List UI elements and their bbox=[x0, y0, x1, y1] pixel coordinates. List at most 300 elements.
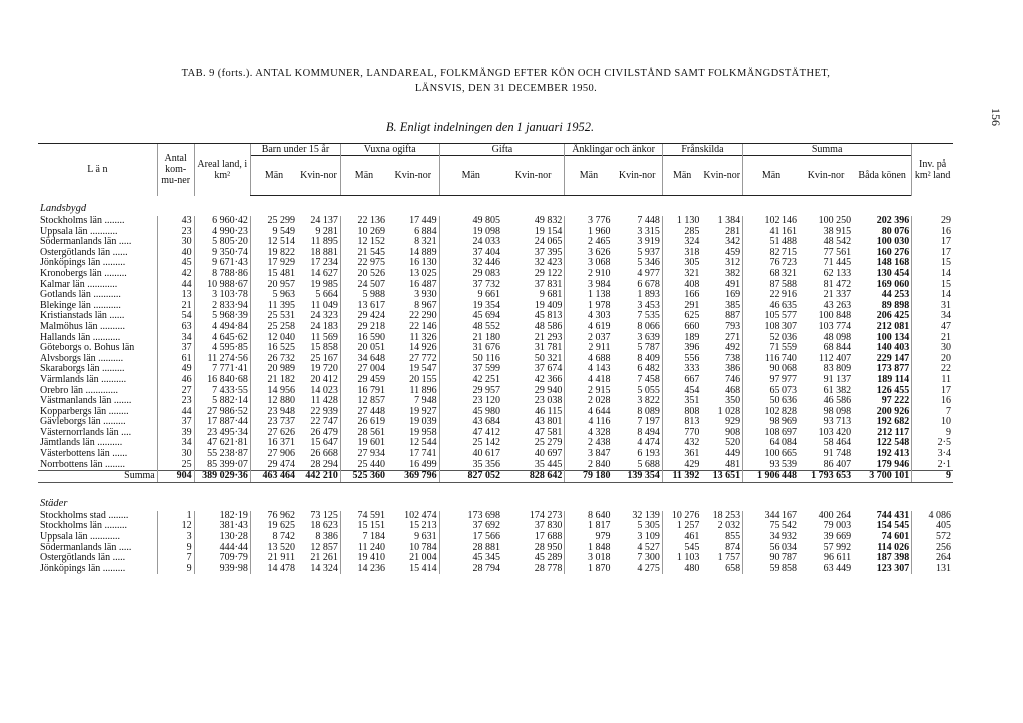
value-cell: 15 bbox=[912, 258, 953, 269]
col-franskilda: Frånskilda bbox=[662, 144, 742, 156]
value-cell: 324 bbox=[662, 237, 701, 248]
section-spacer bbox=[38, 482, 953, 491]
value-cell: 3 109 bbox=[637, 532, 660, 543]
value-cell: 8 409 bbox=[637, 353, 660, 364]
value-cell: 2 037 bbox=[565, 333, 613, 344]
value-cell: 449 bbox=[725, 449, 741, 460]
value-cell: 26 619 bbox=[340, 417, 387, 428]
value-cell: 5 805·20 bbox=[194, 237, 250, 248]
value-cell: 13 bbox=[157, 290, 194, 301]
col-gifta-kvinnor: Kvin-nor bbox=[502, 156, 565, 196]
table-row bbox=[38, 449, 953, 460]
value-cell: 20 051 bbox=[340, 343, 387, 354]
value-cell: 37 732 bbox=[439, 280, 502, 291]
table-row bbox=[38, 438, 953, 449]
value-cell: 10 bbox=[912, 417, 953, 428]
value-cell: 21 911 bbox=[250, 553, 297, 564]
value-cell: 461 bbox=[662, 532, 701, 543]
lan-name-cell: Kalmar län ............ bbox=[40, 279, 118, 290]
value-cell: 26 479 bbox=[310, 427, 338, 438]
value-cell: 4 688 bbox=[565, 354, 613, 365]
value-cell: 2 840 bbox=[565, 460, 613, 471]
value-cell: 3 018 bbox=[565, 553, 613, 564]
value-cell: 28 778 bbox=[534, 563, 563, 574]
value-cell: 93 539 bbox=[743, 460, 799, 471]
value-cell: 229 147 bbox=[876, 353, 910, 364]
value-cell: 4 143 bbox=[565, 364, 613, 375]
value-cell: 19 098 bbox=[439, 227, 502, 238]
value-cell: 44 bbox=[157, 407, 194, 418]
value-cell: 83 809 bbox=[823, 364, 852, 375]
value-cell: 4 645·62 bbox=[194, 333, 250, 344]
table-row bbox=[38, 511, 953, 522]
value-cell: 46 635 bbox=[743, 301, 799, 312]
value-cell: 49 805 bbox=[439, 216, 502, 227]
value-cell: 29 083 bbox=[439, 269, 502, 280]
value-cell: 21 337 bbox=[823, 290, 852, 301]
value-cell: 4 494·84 bbox=[194, 322, 250, 333]
value-cell: 59 858 bbox=[743, 564, 799, 575]
value-cell: 16 bbox=[912, 227, 953, 238]
table-row bbox=[38, 532, 953, 543]
value-cell: 202 396 bbox=[876, 216, 910, 226]
value-cell: 16 371 bbox=[250, 438, 297, 449]
value-cell: 58 464 bbox=[823, 438, 852, 449]
col-barn-kvinnor: Kvin-nor bbox=[297, 156, 340, 196]
value-cell: 28 881 bbox=[439, 543, 502, 554]
value-cell: 75 542 bbox=[743, 521, 799, 532]
value-cell: 34 bbox=[157, 438, 194, 449]
value-cell: 2 833·94 bbox=[194, 301, 250, 312]
value-cell: 321 bbox=[662, 269, 701, 280]
value-cell: 2 028 bbox=[565, 396, 613, 407]
lan-name-cell: Stockholms län ........ bbox=[40, 216, 125, 226]
value-cell: 42 251 bbox=[439, 375, 502, 386]
value-cell: 29 218 bbox=[340, 322, 387, 333]
value-cell: 206 425 bbox=[876, 311, 910, 322]
value-cell: 189 114 bbox=[877, 374, 910, 385]
value-cell: 29 957 bbox=[439, 386, 502, 397]
table-row bbox=[38, 237, 953, 248]
value-cell: 1 817 bbox=[565, 521, 613, 532]
value-cell: 34 bbox=[157, 333, 194, 344]
value-cell: 148 168 bbox=[876, 258, 910, 269]
lan-name-cell: Blekinge län ........... bbox=[40, 300, 121, 311]
value-cell: 4 644 bbox=[565, 407, 613, 418]
value-cell: 16 590 bbox=[340, 333, 387, 344]
value-cell: 37 bbox=[157, 417, 194, 428]
value-cell: 18 253 bbox=[712, 510, 741, 521]
value-cell: 855 bbox=[725, 532, 741, 543]
col-inv: Inv. på km² land bbox=[912, 144, 953, 196]
table-row bbox=[38, 333, 953, 344]
value-cell: 545 bbox=[662, 543, 701, 554]
value-cell: 38 915 bbox=[823, 226, 852, 237]
value-cell: 979 bbox=[565, 532, 613, 543]
value-cell: 11 895 bbox=[310, 237, 338, 248]
value-cell: 27 004 bbox=[340, 364, 387, 375]
lan-name-cell: Västmanlands län ....... bbox=[40, 396, 132, 407]
value-cell: 47 412 bbox=[439, 428, 502, 439]
value-cell: 34 bbox=[912, 311, 953, 322]
table-title-line-2: LÄNSVIS, DEN 31 DECEMBER 1950. bbox=[414, 83, 598, 94]
value-cell: 35 356 bbox=[439, 460, 502, 471]
value-cell: 45 bbox=[157, 258, 194, 269]
lan-name-cell: Kopparbergs län ........ bbox=[40, 406, 129, 417]
value-cell: 73 125 bbox=[310, 510, 338, 521]
value-cell: 86 407 bbox=[823, 459, 852, 470]
value-cell: 44 bbox=[157, 280, 194, 291]
value-cell: 51 488 bbox=[743, 237, 799, 248]
value-cell: 17 449 bbox=[409, 216, 437, 226]
value-cell: 80 076 bbox=[881, 226, 910, 237]
value-cell: 1 978 bbox=[565, 301, 613, 312]
value-cell: 10 988·67 bbox=[194, 280, 250, 291]
lan-name-cell: Värmlands län .......... bbox=[40, 374, 127, 385]
table-row bbox=[38, 553, 953, 564]
value-cell: 7 bbox=[912, 407, 953, 418]
value-cell: 79 180 bbox=[565, 471, 613, 483]
col-franskilda-man: Män bbox=[662, 156, 701, 196]
value-cell: 3 919 bbox=[637, 237, 660, 248]
value-cell: 32 139 bbox=[632, 510, 660, 521]
value-cell: 26 668 bbox=[310, 449, 338, 460]
value-cell: 20 526 bbox=[340, 269, 387, 280]
value-cell: 90 787 bbox=[743, 553, 799, 564]
value-cell: 19 039 bbox=[409, 417, 437, 428]
value-cell: 3 bbox=[157, 532, 194, 543]
value-cell: 8 321 bbox=[414, 237, 437, 248]
value-cell: 904 bbox=[157, 471, 194, 483]
value-cell: 45 694 bbox=[439, 311, 502, 322]
value-cell: 7 948 bbox=[414, 396, 437, 407]
col-vuxna-kvinnor: Kvin-nor bbox=[387, 156, 439, 196]
value-cell: 154 545 bbox=[876, 521, 910, 532]
value-cell: 74 601 bbox=[881, 532, 910, 543]
value-cell: 46 bbox=[157, 375, 194, 386]
value-cell: 5 937 bbox=[637, 247, 660, 258]
value-cell: 29 459 bbox=[340, 375, 387, 386]
value-cell: 19 154 bbox=[534, 226, 563, 237]
value-cell: 9 bbox=[912, 471, 953, 483]
value-cell: 212 081 bbox=[876, 321, 910, 332]
value-cell: 17 887·44 bbox=[194, 417, 250, 428]
value-cell: 48 586 bbox=[534, 321, 563, 332]
value-cell: 21 293 bbox=[534, 332, 563, 343]
value-cell: 350 bbox=[725, 396, 741, 407]
value-cell: 3 847 bbox=[565, 449, 613, 460]
value-cell: 77 561 bbox=[823, 247, 852, 258]
value-cell: 4 527 bbox=[637, 542, 660, 553]
value-cell: 189 bbox=[662, 333, 701, 344]
value-cell: 382 bbox=[725, 268, 741, 279]
table-row bbox=[38, 311, 953, 322]
col-gifta-man: Män bbox=[439, 156, 502, 196]
value-cell: 174 273 bbox=[529, 510, 563, 521]
value-cell: 48 542 bbox=[823, 237, 852, 248]
value-cell: 1 848 bbox=[565, 543, 613, 554]
value-cell: 43 bbox=[157, 216, 194, 227]
value-cell: 112 407 bbox=[818, 353, 852, 364]
value-cell: 15 647 bbox=[310, 438, 338, 449]
value-cell: 874 bbox=[725, 542, 741, 553]
value-cell: 3 930 bbox=[414, 290, 437, 301]
value-cell: 813 bbox=[662, 417, 701, 428]
value-cell: 100 848 bbox=[818, 311, 852, 322]
value-cell: 11 240 bbox=[340, 543, 387, 554]
value-cell: 572 bbox=[912, 532, 953, 543]
value-cell: 28 294 bbox=[310, 459, 338, 470]
value-cell: 6 678 bbox=[637, 279, 660, 290]
value-cell: 9 bbox=[157, 564, 194, 575]
value-cell: 11 274·56 bbox=[194, 354, 250, 365]
value-cell: 4 328 bbox=[565, 428, 613, 439]
value-cell: 429 bbox=[662, 460, 701, 471]
value-cell: 8 066 bbox=[637, 321, 660, 332]
value-cell: 344 167 bbox=[743, 511, 799, 522]
value-cell: 29 474 bbox=[250, 460, 297, 471]
value-cell: 744 431 bbox=[876, 510, 910, 521]
value-cell: 16 791 bbox=[340, 386, 387, 397]
value-cell: 369 796 bbox=[387, 471, 439, 483]
lan-name-cell: Jönköpings län ......... bbox=[40, 258, 126, 269]
value-cell: 23 120 bbox=[439, 396, 502, 407]
value-cell: 68 321 bbox=[743, 269, 799, 280]
value-cell: 6 960·42 bbox=[194, 216, 250, 227]
value-cell: 25 167 bbox=[310, 353, 338, 364]
value-cell: 20 957 bbox=[250, 280, 297, 291]
table-row bbox=[38, 216, 953, 227]
value-cell: 29 122 bbox=[534, 268, 563, 279]
value-cell: 79 003 bbox=[823, 521, 852, 532]
value-cell: 87 588 bbox=[743, 280, 799, 291]
value-cell: 5 055 bbox=[637, 385, 660, 396]
value-cell: 85 399·07 bbox=[194, 460, 250, 471]
value-cell: 480 bbox=[662, 564, 701, 575]
col-vuxna: Vuxna ogifta bbox=[340, 144, 439, 156]
value-cell: 318 bbox=[662, 248, 701, 259]
value-cell: 5 963 bbox=[250, 290, 297, 301]
col-barn-man: Män bbox=[250, 156, 297, 196]
value-cell: 105 577 bbox=[743, 311, 799, 322]
value-cell: 9 281 bbox=[315, 226, 338, 237]
value-cell: 14 926 bbox=[409, 343, 437, 354]
lan-name-cell: Östergötlands län ...... bbox=[40, 247, 128, 258]
value-cell: 43 263 bbox=[823, 300, 852, 311]
value-cell: 14 324 bbox=[310, 563, 338, 574]
value-cell: 61 bbox=[157, 354, 194, 365]
table-header bbox=[96, 66, 916, 96]
table-subtitle: B. Enligt indelningen den 1 januari 1952. bbox=[385, 120, 595, 134]
value-cell: 19 410 bbox=[340, 553, 387, 564]
value-cell: 667 bbox=[662, 375, 701, 386]
value-cell: 50 321 bbox=[534, 353, 563, 364]
value-cell: 10 276 bbox=[662, 511, 701, 522]
value-cell: 405 bbox=[912, 521, 953, 532]
value-cell: 23 bbox=[157, 227, 194, 238]
value-cell: 8 089 bbox=[637, 406, 660, 417]
value-cell: 12 857 bbox=[340, 396, 387, 407]
lan-name-cell: Jämtlands län .......... bbox=[40, 438, 123, 449]
value-cell: 116 740 bbox=[743, 354, 799, 365]
value-cell: 24 033 bbox=[439, 237, 502, 248]
value-cell: 481 bbox=[725, 459, 741, 470]
value-cell: 102 474 bbox=[404, 510, 437, 521]
value-cell: 9 350·74 bbox=[194, 248, 250, 259]
value-cell: 30 bbox=[912, 343, 953, 354]
value-cell: 305 bbox=[662, 258, 701, 269]
table-row bbox=[38, 322, 953, 333]
value-cell: 5 346 bbox=[637, 258, 660, 269]
value-cell: 25 279 bbox=[534, 438, 563, 449]
value-cell: 3 822 bbox=[637, 396, 660, 407]
value-cell: 1 103 bbox=[662, 553, 701, 564]
value-cell: 908 bbox=[725, 427, 741, 438]
value-cell: 12 880 bbox=[250, 396, 297, 407]
lan-name-cell: Västerbottens län ...... bbox=[40, 449, 128, 460]
value-cell: 1 384 bbox=[717, 216, 741, 226]
value-cell: 16 130 bbox=[409, 258, 437, 269]
value-cell: 74 591 bbox=[340, 511, 387, 522]
value-cell: 34 648 bbox=[340, 354, 387, 365]
value-cell: 22 bbox=[912, 364, 953, 375]
col-anklingar-kvinnor: Kvin-nor bbox=[613, 156, 663, 196]
value-cell: 2 465 bbox=[565, 237, 613, 248]
value-cell: 91 137 bbox=[823, 374, 852, 385]
value-cell: 385 bbox=[725, 300, 741, 311]
table-row bbox=[38, 301, 953, 312]
value-cell: 1 870 bbox=[565, 564, 613, 575]
value-cell: 45 813 bbox=[534, 311, 563, 322]
table-title-line-1: TAB. 9 (forts.). ANTAL KOMMUNER, LANDAREAL, FOLKMÄNGD EFTER KÖN OCH CIVILSTÅND SAMT FOLKMÄNGDSTÄTHET, bbox=[181, 68, 831, 79]
value-cell: 271 bbox=[725, 332, 741, 343]
value-cell: 98 969 bbox=[743, 417, 799, 428]
value-cell: 15 151 bbox=[340, 521, 387, 532]
value-cell: 42 366 bbox=[534, 374, 563, 385]
value-cell: 11 392 bbox=[662, 471, 701, 483]
value-cell: 26 732 bbox=[250, 354, 297, 365]
lan-name-cell: Östergötlands län ..... bbox=[40, 553, 126, 564]
value-cell: 12 152 bbox=[340, 237, 387, 248]
value-cell: 17 234 bbox=[310, 258, 338, 269]
value-cell: 37 404 bbox=[439, 248, 502, 259]
value-cell: 2 910 bbox=[565, 269, 613, 280]
value-cell: 12 040 bbox=[250, 333, 297, 344]
value-cell: 14 627 bbox=[310, 268, 338, 279]
value-cell: 89 898 bbox=[881, 300, 910, 311]
value-cell: 8 494 bbox=[637, 427, 660, 438]
lan-name-cell: Gävleborgs län ......... bbox=[40, 417, 126, 428]
value-cell: 18 881 bbox=[310, 247, 338, 258]
value-cell: 100 134 bbox=[876, 332, 910, 343]
value-cell: 23 495·34 bbox=[194, 428, 250, 439]
value-cell: 130 454 bbox=[876, 268, 910, 279]
value-cell: 27 bbox=[157, 386, 194, 397]
value-cell: 3 103·78 bbox=[194, 290, 250, 301]
value-cell: 17 bbox=[912, 386, 953, 397]
value-cell: 16 499 bbox=[409, 459, 437, 470]
value-cell: 16 525 bbox=[250, 343, 297, 354]
value-cell: 43 801 bbox=[534, 417, 563, 428]
lan-name-cell: Örebro län ............. bbox=[40, 385, 119, 396]
col-anklingar-man: Män bbox=[565, 156, 613, 196]
value-cell: 11 326 bbox=[409, 332, 437, 343]
col-antal: Antal kom-mu-ner bbox=[157, 144, 194, 196]
table-row bbox=[38, 354, 953, 365]
table-row bbox=[38, 386, 953, 397]
value-cell: 463 464 bbox=[250, 471, 297, 483]
value-cell: 444·44 bbox=[194, 543, 250, 554]
value-cell: 351 bbox=[662, 396, 701, 407]
value-cell: 31 676 bbox=[439, 343, 502, 354]
value-cell: 91 748 bbox=[823, 449, 852, 460]
lan-name-cell: Uppsala län ........... bbox=[40, 226, 118, 237]
value-cell: 929 bbox=[725, 417, 741, 428]
value-cell: 16 bbox=[912, 396, 953, 407]
value-cell: 770 bbox=[662, 428, 701, 439]
value-cell: 11 896 bbox=[409, 385, 437, 396]
value-cell: 114 026 bbox=[877, 542, 910, 553]
value-cell: 39 669 bbox=[823, 532, 852, 543]
value-cell: 9 631 bbox=[414, 532, 437, 543]
lan-name-cell: Skaraborgs län ......... bbox=[40, 364, 125, 375]
value-cell: 7 458 bbox=[637, 374, 660, 385]
value-cell: 23 737 bbox=[250, 417, 297, 428]
value-cell: 100 665 bbox=[743, 449, 799, 460]
value-cell: 20 155 bbox=[409, 374, 437, 385]
value-cell: 381·43 bbox=[194, 521, 250, 532]
value-cell: 82 715 bbox=[743, 248, 799, 259]
value-cell: 57 992 bbox=[823, 542, 852, 553]
value-cell: 28 950 bbox=[534, 542, 563, 553]
value-cell: 192 413 bbox=[876, 449, 910, 460]
value-cell: 4 275 bbox=[637, 563, 660, 574]
value-cell: 27 934 bbox=[340, 449, 387, 460]
value-cell: 281 bbox=[725, 226, 741, 237]
value-cell: 4 303 bbox=[565, 311, 613, 322]
lan-name-cell: Gotlands län ........... bbox=[40, 290, 121, 301]
value-cell: 13 617 bbox=[340, 301, 387, 312]
value-cell: 34 932 bbox=[743, 532, 799, 543]
value-cell: 169 060 bbox=[876, 279, 910, 290]
lan-name-cell: Norrbottens län ........ bbox=[40, 459, 125, 470]
value-cell: 389 029·36 bbox=[194, 471, 250, 483]
value-cell: 46 586 bbox=[823, 396, 852, 407]
value-cell: 103 774 bbox=[818, 321, 852, 332]
value-cell: 333 bbox=[662, 364, 701, 375]
value-cell: 22 146 bbox=[409, 321, 437, 332]
value-cell: 102 146 bbox=[743, 216, 799, 227]
value-cell: 96 611 bbox=[823, 553, 852, 564]
value-cell: 23 038 bbox=[534, 396, 563, 407]
value-cell: 30 bbox=[157, 449, 194, 460]
value-cell: 1 793 653 bbox=[799, 471, 853, 483]
value-cell: 48 552 bbox=[439, 322, 502, 333]
value-cell: 8 386 bbox=[315, 532, 338, 543]
value-cell: 187 398 bbox=[876, 553, 910, 564]
col-anklingar: Änklingar och änkor bbox=[565, 144, 663, 156]
value-cell: 660 bbox=[662, 322, 701, 333]
value-cell: 13 520 bbox=[250, 543, 297, 554]
value-cell: 32 446 bbox=[439, 258, 502, 269]
value-cell: 520 bbox=[725, 438, 741, 449]
value-cell: 12 544 bbox=[409, 438, 437, 449]
value-cell: 37 bbox=[157, 343, 194, 354]
value-cell: 1 906 448 bbox=[743, 471, 799, 483]
value-cell: 19 547 bbox=[409, 364, 437, 375]
value-cell: 22 136 bbox=[340, 216, 387, 227]
value-cell: 9 671·43 bbox=[194, 258, 250, 269]
